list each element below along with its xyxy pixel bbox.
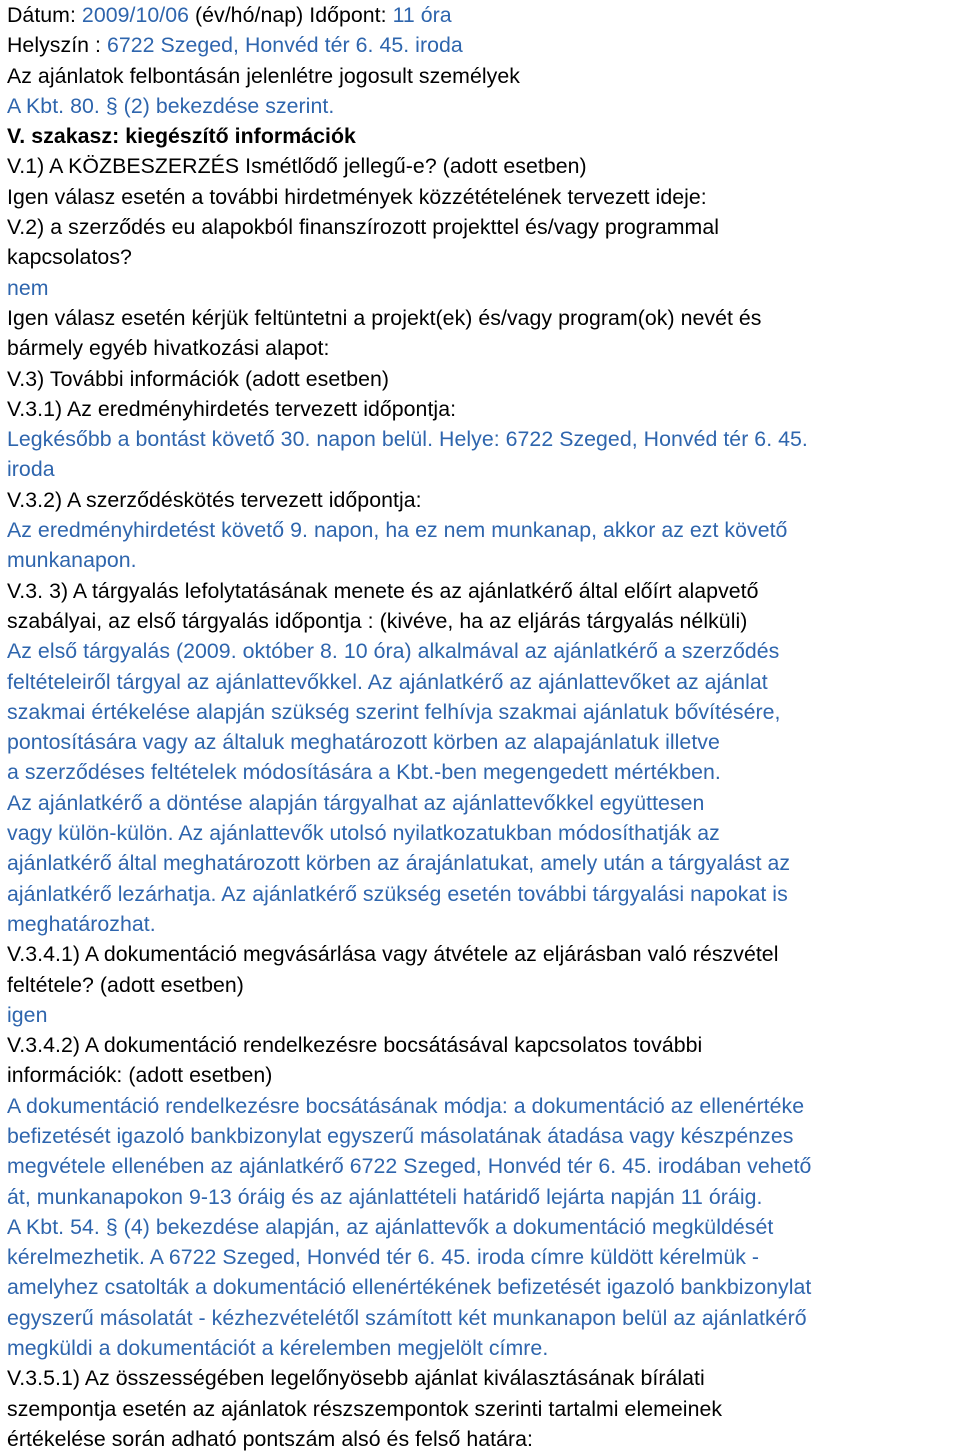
- text-line: [7, 1212, 960, 1242]
- text-line: [7, 121, 960, 151]
- field-value: ajánlatkérő által meghatározott körben az árajánlatukat, amely után a tárgyalást az: [7, 851, 791, 876]
- text-line: [7, 606, 960, 636]
- text-line: [7, 879, 960, 909]
- text-line: [7, 1151, 960, 1181]
- text-line: [7, 333, 960, 363]
- field-label: V.3.1) Az eredményhirdetés tervezett időpontja:: [7, 396, 457, 421]
- text-line: [7, 212, 960, 242]
- field-value: át, munkanapokon 9-13 óráig és az ajánlattételi határidő lejárta napján 11 óráig.: [7, 1184, 763, 1209]
- field-value: A dokumentáció rendelkezésre bocsátásának módja: a dokumentáció az ellenértéke: [7, 1093, 805, 1118]
- text-line: [7, 485, 960, 515]
- text-line: [7, 1363, 960, 1393]
- text-line: [7, 182, 960, 212]
- text-line: [7, 667, 960, 697]
- text-line: [7, 909, 960, 939]
- text-line: [7, 545, 960, 575]
- field-label: (év/hó/nap) Időpont:: [189, 3, 393, 27]
- field-value: Az ajánlatkérő a döntése alapján tárgyalhat az ajánlattevőkkel együttesen: [7, 790, 705, 815]
- field-value: munkanapon.: [7, 548, 137, 573]
- field-value: megvétele ellenében az ajánlatkérő 6722 Szeged, Honvéd tér 6. 45. irodában vehető: [7, 1154, 812, 1179]
- text-line: [7, 788, 960, 818]
- field-label: bármely egyéb hivatkozási alapot:: [7, 336, 330, 361]
- text-line: [7, 30, 960, 60]
- field-value: amelyhez csatolták a dokumentáció ellenértékének befizetését igazoló bankbizonylat: [7, 1275, 812, 1300]
- field-value: iroda: [7, 457, 55, 482]
- text-line: [7, 273, 960, 303]
- field-label: V.1) A KÖZBESZERZÉS Ismétlődő jellegű-e? (adott esetben): [7, 154, 587, 179]
- text-line: [7, 394, 960, 424]
- field-value: 11 óra: [392, 3, 452, 27]
- text-line: [7, 303, 960, 333]
- field-value: Legkésőbb a bontást követő 30. napon belül. Helye: 6722 Szeged, Honvéd tér 6. 45.: [7, 427, 808, 452]
- field-label: Igen válasz esetén a további hirdetmények közzétételének tervezett ideje:: [7, 184, 707, 209]
- text-line: [7, 454, 960, 484]
- text-line: [7, 1242, 960, 1272]
- text-line: [7, 1394, 960, 1424]
- field-label: Helyszín :: [7, 33, 107, 58]
- text-line: [7, 1121, 960, 1151]
- text-line: [7, 848, 960, 878]
- field-value: megküldi a dokumentációt a kérelemben megjelölt címre.: [7, 1336, 549, 1361]
- text-line: [7, 1303, 960, 1333]
- field-value: igen: [7, 1002, 48, 1027]
- field-label: V. szakasz: kiegészítő információk: [7, 124, 356, 149]
- field-value: befizetését igazoló bankbizonylat egyszerű másolatának átadása vagy készpénzes: [7, 1123, 794, 1148]
- field-value: 6722 Szeged, Honvéd tér 6. 45. iroda: [106, 33, 463, 58]
- text-line: [7, 1091, 960, 1121]
- field-value: a szerződéses feltételek módosítására a Kbt.-ben megengedett mértékben.: [7, 760, 721, 785]
- text-line: [7, 151, 960, 181]
- text-line: [7, 424, 960, 454]
- field-label: feltétele? (adott esetben): [7, 972, 244, 997]
- field-value: 2009/10/06: [81, 3, 190, 27]
- text-line: [7, 1060, 960, 1090]
- field-value: ajánlatkérő lezárhatja. Az ajánlatkérő szükség esetén további tárgyalási napokat is: [7, 881, 788, 906]
- field-value: A Kbt. 80. § (2) bekezdése szerint.: [7, 93, 335, 118]
- text-line: [7, 727, 960, 757]
- field-value: nem: [7, 275, 49, 300]
- text-line: [7, 242, 960, 272]
- field-label: V.3) További információk (adott esetben): [7, 366, 390, 391]
- text-line: [7, 1272, 960, 1302]
- text-line: [7, 515, 960, 545]
- text-line: [7, 61, 960, 91]
- text-line: [7, 0, 960, 30]
- field-value: vagy külön-külön. Az ajánlattevők utolsó nyilatkozatukban módosíthatják az: [7, 821, 720, 846]
- text-line: [7, 91, 960, 121]
- field-value: pontosítására vagy az általuk meghatározott körben az alapajánlatuk illetve: [7, 730, 720, 755]
- field-value: A Kbt. 54. § (4) bekezdése alapján, az ajánlattevők a dokumentáció megküldését: [7, 1214, 774, 1239]
- field-label: Az ajánlatok felbontásán jelenlétre jogosult személyek: [7, 63, 520, 88]
- text-line: [7, 697, 960, 727]
- text-line: [7, 576, 960, 606]
- field-value: egyszerű másolatát - kézhezvételétől számított két munkanapon belül az ajánlatkérő: [7, 1305, 807, 1330]
- field-value: kérelmezhetik. A 6722 Szeged, Honvéd tér 6. 45. iroda címre küldött kérelmük -: [7, 1245, 760, 1270]
- field-label: V.3.4.1) A dokumentáció megvásárlása vagy átvétele az eljárásban való részvétel: [7, 942, 779, 967]
- field-label: Igen válasz esetén kérjük feltüntetni a projekt(ek) és/vagy program(ok) nevét és: [7, 305, 762, 330]
- text-line: [7, 1424, 960, 1454]
- text-line: [7, 1182, 960, 1212]
- text-line: [7, 364, 960, 394]
- field-label: V.3.5.1) Az összességében legelőnyösebb ajánlat kiválasztásának bírálati: [7, 1366, 705, 1391]
- field-value: feltételeiről tárgyal az ajánlattevőkkel. Az ajánlatkérő az ajánlattevőket az ajánlat: [7, 669, 768, 694]
- text-line: [7, 757, 960, 787]
- field-value: Az első tárgyalás (2009. október 8. 10 óra) alkalmával az ajánlatkérő a szerződés: [7, 639, 780, 664]
- text-line: [7, 970, 960, 1000]
- field-label: V.2) a szerződés eu alapokból finanszírozott projekttel és/vagy programmal: [7, 215, 719, 240]
- field-label: szabályai, az első tárgyalás időpontja : (kivéve, ha az eljárás tárgyalás nélküli): [7, 608, 748, 633]
- field-value: meghatározhat.: [7, 911, 156, 936]
- text-line: [7, 1030, 960, 1060]
- field-label: V.3.2) A szerződéskötés tervezett időpontja:: [7, 487, 422, 512]
- field-label: szempontja esetén az ajánlatok részszempontok szerinti tartalmi elemeinek: [7, 1396, 723, 1421]
- field-label: V.3. 3) A tárgyalás lefolytatásának menete és az ajánlatkérő által előírt alapvető: [7, 578, 759, 603]
- field-label: Dátum:: [7, 3, 82, 27]
- field-label: értékelése során adható pontszám alsó és felső határa:: [7, 1426, 533, 1451]
- text-line: [7, 1333, 960, 1363]
- field-label: kapcsolatos?: [7, 245, 132, 270]
- field-value: szakmai értékelése alapján szükség szerint felhívja szakmai ajánlatuk bővítésére,: [7, 699, 781, 724]
- field-value: Az eredményhirdetést követő 9. napon, ha ez nem munkanap, akkor az ezt követő: [7, 518, 788, 543]
- text-line: [7, 636, 960, 666]
- text-line: [7, 939, 960, 969]
- text-line: [7, 818, 960, 848]
- field-label: információk: (adott esetben): [7, 1063, 273, 1088]
- text-line: [7, 1000, 960, 1030]
- field-label: V.3.4.2) A dokumentáció rendelkezésre bocsátásával kapcsolatos további: [7, 1033, 703, 1058]
